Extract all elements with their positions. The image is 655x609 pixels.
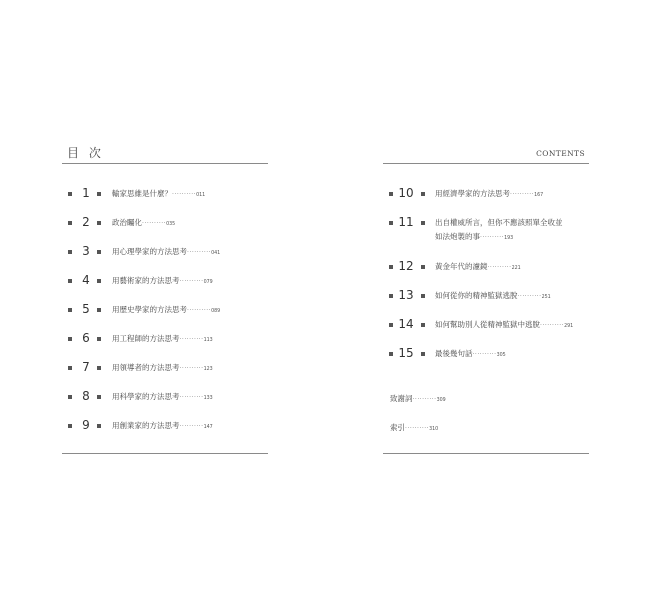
toc-extra-index[interactable]	[390, 422, 438, 433]
chapter-number: 2	[82, 215, 90, 229]
chapter-number: 15	[398, 346, 414, 360]
bullet-marker-icon	[389, 352, 393, 356]
chapter-number: 1	[82, 186, 90, 200]
bullet-marker-icon	[97, 250, 101, 254]
chapter-number: 11	[398, 215, 414, 229]
chapter-title	[112, 333, 213, 344]
page-number: 089	[211, 309, 221, 314]
page-number: 310	[429, 427, 439, 432]
bullet-marker-icon	[421, 192, 425, 196]
leader-dots: ··········	[179, 278, 204, 285]
bullet-marker-icon	[97, 337, 101, 341]
chapter-title	[112, 188, 205, 199]
chapter-number: 9	[82, 418, 90, 432]
chapter-title-text: 用工程師的方法思考	[112, 334, 180, 343]
bullet-marker-icon	[68, 192, 72, 196]
chapter-number: 13	[398, 288, 414, 302]
chapter-title	[435, 319, 573, 330]
chapter-title-text: 用藝術家的方法思考	[112, 276, 180, 285]
chapter-title	[112, 391, 213, 402]
chapter-title	[435, 217, 563, 242]
page-number: 167	[534, 193, 544, 198]
leader-dots: ··········	[179, 336, 204, 343]
chapter-title-text: 如法炮製的事	[435, 232, 480, 241]
toc-title: 目 次	[67, 146, 104, 160]
toc-heading	[62, 142, 268, 162]
chapter-number: 8	[82, 389, 90, 403]
page-number: 113	[203, 338, 213, 343]
bullet-marker-icon	[68, 366, 72, 370]
chapter-title-text: 輸家思維是什麼？	[112, 189, 172, 198]
contents-heading	[383, 142, 589, 162]
chapter-title-text: 用歷史學家的方法思考	[112, 305, 187, 314]
leader-dots: ··········	[405, 425, 430, 432]
bullet-marker-icon	[389, 192, 393, 196]
chapter-title	[112, 304, 220, 315]
chapter-title-text: 用科學家的方法思考	[112, 392, 180, 401]
toc-extra-acknowledgements[interactable]	[390, 393, 446, 404]
leader-dots: ··········	[487, 264, 512, 271]
chapter-number: 3	[82, 244, 90, 258]
leader-dots: ··········	[142, 220, 167, 227]
chapter-title	[435, 261, 521, 272]
bullet-marker-icon	[68, 250, 72, 254]
chapter-number: 7	[82, 360, 90, 374]
leader-dots: ··········	[179, 423, 204, 430]
page-number: 221	[511, 266, 521, 271]
bullet-marker-icon	[421, 352, 425, 356]
bullet-marker-icon	[97, 308, 101, 312]
top-rule	[62, 163, 268, 164]
chapter-title	[435, 188, 543, 199]
chapter-title-text: 用經濟學家的方法思考	[435, 189, 510, 198]
top-rule	[383, 163, 589, 164]
bullet-marker-icon	[389, 294, 393, 298]
chapter-title-text: 如何幫助別人從精神監獄中逃脫	[435, 320, 540, 329]
page-number: 309	[436, 398, 446, 403]
chapter-title	[112, 420, 213, 431]
bullet-marker-icon	[68, 308, 72, 312]
chapter-title-text: 出自權威所言，但你不應該照單全收並	[435, 218, 563, 227]
leader-dots: ··········	[517, 293, 542, 300]
leader-dots: ··········	[510, 191, 535, 198]
leader-dots: ··········	[187, 249, 212, 256]
bottom-rule	[62, 453, 268, 454]
bullet-marker-icon	[97, 221, 101, 225]
extra-title: 致謝詞	[390, 394, 413, 403]
page-number: 251	[541, 295, 551, 300]
chapter-number: 5	[82, 302, 90, 316]
leader-dots: ··········	[179, 394, 204, 401]
chapter-title-text: 政治矚化	[112, 218, 142, 227]
page-number: 193	[504, 236, 514, 241]
leader-dots: ··········	[480, 234, 505, 241]
chapter-title-text: 最後幾句話	[435, 349, 473, 358]
bullet-marker-icon	[421, 221, 425, 225]
page-number: 133	[203, 396, 213, 401]
bullet-marker-icon	[68, 337, 72, 341]
page-number: 123	[203, 367, 213, 372]
extra-title: 索引	[390, 423, 405, 432]
leader-dots: ··········	[179, 365, 204, 372]
chapter-title-text: 用領導者的方法思考	[112, 363, 180, 372]
chapter-title	[112, 217, 175, 228]
page-number: 305	[496, 353, 506, 358]
leader-dots: ··········	[540, 322, 565, 329]
bullet-marker-icon	[421, 323, 425, 327]
chapter-number: 6	[82, 331, 90, 345]
bullet-marker-icon	[68, 424, 72, 428]
bullet-marker-icon	[389, 221, 393, 225]
bullet-marker-icon	[97, 279, 101, 283]
bullet-marker-icon	[421, 294, 425, 298]
page-number: 011	[196, 193, 206, 198]
chapter-number: 4	[82, 273, 90, 287]
bullet-marker-icon	[389, 265, 393, 269]
chapter-number: 14	[398, 317, 414, 331]
chapter-title	[112, 275, 213, 286]
chapter-title-text: 用心理學家的方法思考	[112, 247, 187, 256]
bullet-marker-icon	[68, 221, 72, 225]
chapter-number: 10	[398, 186, 414, 200]
bullet-marker-icon	[97, 192, 101, 196]
page-number: 035	[166, 222, 176, 227]
bottom-rule	[383, 453, 589, 454]
bullet-marker-icon	[97, 395, 101, 399]
chapter-title-line2	[435, 231, 563, 242]
chapter-title-text: 如何從你的精神監獄逃脫	[435, 291, 518, 300]
bullet-marker-icon	[68, 279, 72, 283]
chapter-number: 12	[398, 259, 414, 273]
contents-label: CONTENTS	[536, 149, 585, 158]
bullet-marker-icon	[97, 366, 101, 370]
bullet-marker-icon	[68, 395, 72, 399]
page-number: 291	[564, 324, 574, 329]
chapter-title-text: 用創業家的方法思考	[112, 421, 180, 430]
page-number: 041	[211, 251, 221, 256]
page-number: 147	[203, 425, 213, 430]
leader-dots: ··········	[172, 191, 197, 198]
bullet-marker-icon	[421, 265, 425, 269]
leader-dots: ··········	[412, 396, 437, 403]
chapter-title	[112, 246, 220, 257]
leader-dots: ··········	[187, 307, 212, 314]
toc-left-column	[62, 142, 268, 432]
chapter-title	[112, 362, 213, 373]
toc-right-column	[383, 142, 589, 432]
leader-dots: ··········	[472, 351, 497, 358]
bullet-marker-icon	[97, 424, 101, 428]
chapter-title-text: 黃金年代的濾鏡	[435, 262, 488, 271]
bullet-marker-icon	[389, 323, 393, 327]
chapter-title	[435, 290, 551, 301]
chapter-title	[435, 348, 506, 359]
page-number: 079	[203, 280, 213, 285]
